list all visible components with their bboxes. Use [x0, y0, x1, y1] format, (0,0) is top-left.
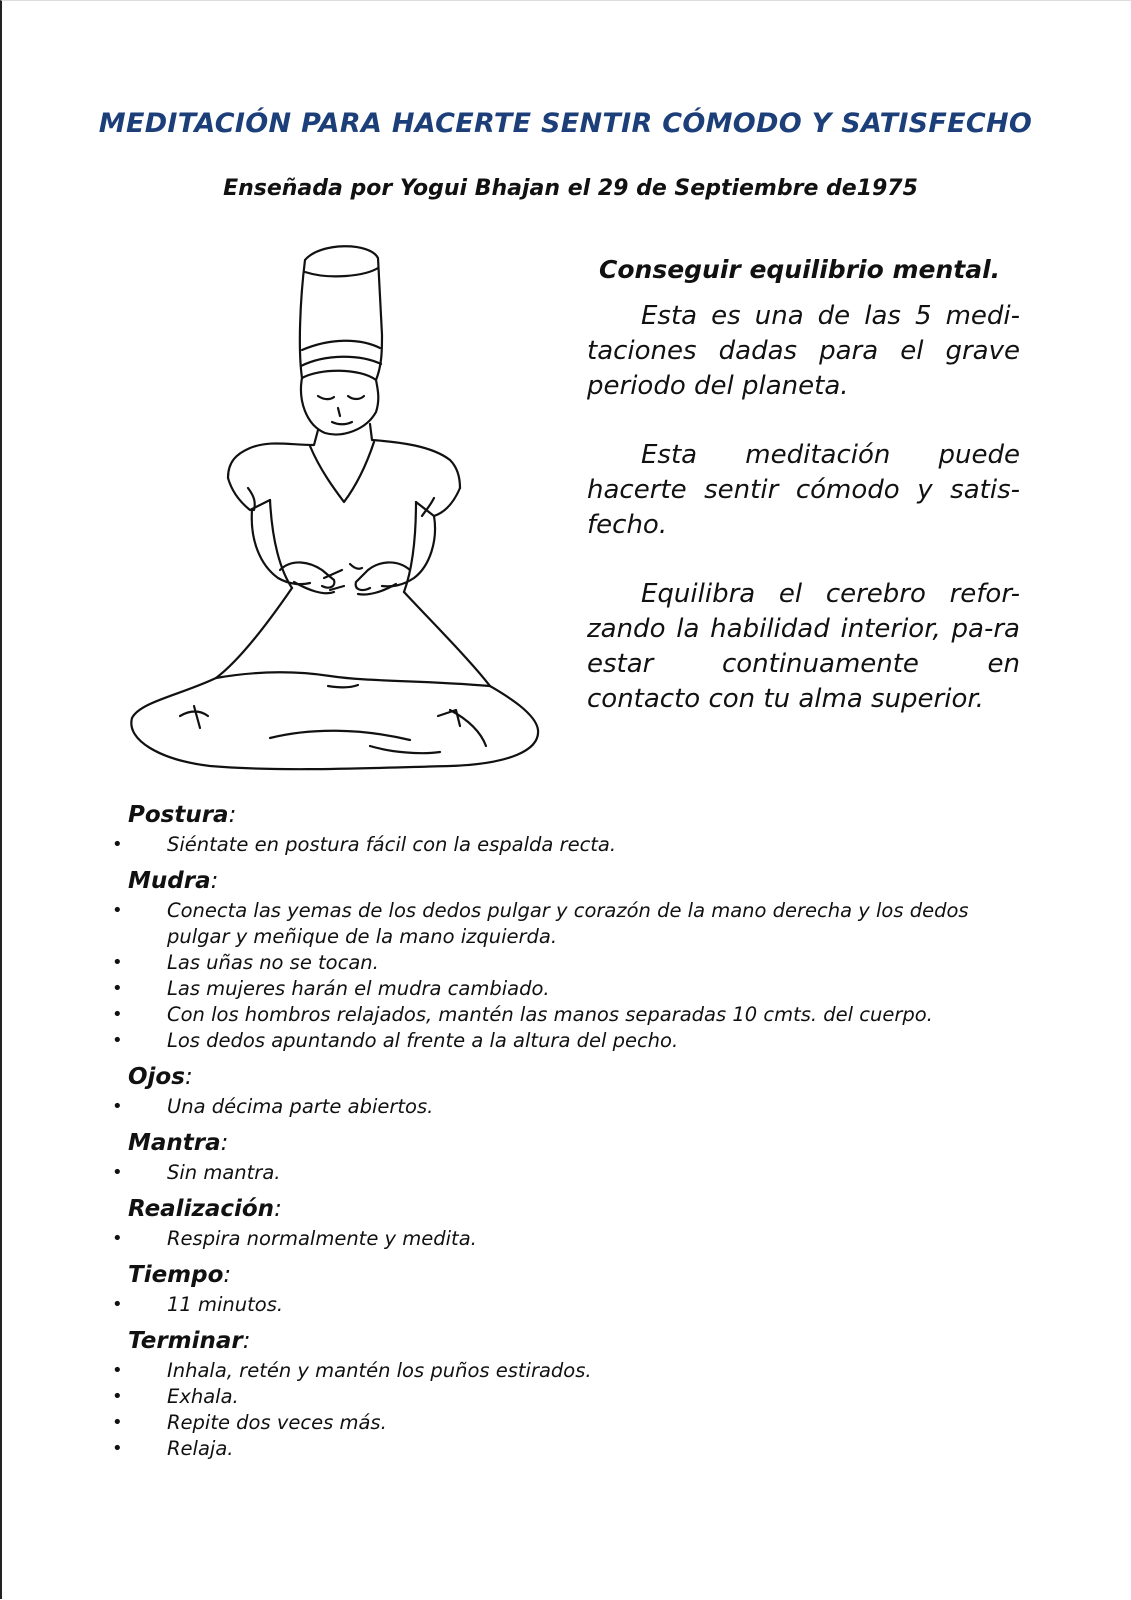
section-title: Ojos — [128, 1064, 185, 1090]
bullet-list — [0, 898, 1131, 1054]
section-ojos: Ojos: • Una décima parte abiertos. — [0, 1062, 1131, 1120]
section-mantra: Mantra: • Sin mantra. — [0, 1128, 1131, 1186]
meditating-figure-icon — [120, 240, 560, 790]
list-item: • Respira normalmente y medita. — [0, 1226, 1131, 1252]
intro-paragraph: Equilibra el cerebro refor-zando la habilidad interior, pa-ra estar continuamente en contacto con tu alma superior. — [587, 579, 1020, 714]
section-title: Postura — [128, 802, 229, 828]
section-tiempo: Tiempo: • 11 minutos. — [0, 1260, 1131, 1318]
section-postura: Postura: • Siéntate en postura fácil con la espalda recta. — [0, 800, 1131, 858]
section-title: Tiempo — [128, 1262, 224, 1288]
list-item: • Los dedos apuntando al frente a la altura del pecho. — [0, 1028, 1131, 1054]
section-mudra: Mudra: • Conecta las yemas de los dedos pulgar y corazón de la mano derecha y los dedos pulgar y meñique de la mano izquierda. • Las uñas no se tocan. • Las mujeres harán el mudra cambiado. • Con los hombros relajados, mantén las manos separadas 10 cmts. del cuerpo. • Los dedos apuntando al frente a la altura del pecho. — [0, 866, 1131, 1054]
section-terminar: Terminar: • Inhala, retén y mantén los puños estirados. • Exhala. • Repite dos veces más. • Relaja. — [0, 1326, 1131, 1462]
section-title: Terminar — [128, 1328, 243, 1354]
section-title: Realización — [128, 1196, 275, 1222]
list-item: • Con los hombros relajados, mantén las manos separadas 10 cmts. del cuerpo. — [0, 1002, 1131, 1028]
list-item: • Una décima parte abiertos. — [0, 1094, 1131, 1120]
bullet-list — [0, 1160, 1131, 1186]
list-item: • 11 minutos. — [0, 1292, 1131, 1318]
section-title: Mudra — [128, 868, 211, 894]
list-item: • Relaja. — [0, 1436, 1131, 1462]
page-subtitle: Enseñada por Yogui Bhajan el 29 de Septiembre de1975 — [223, 176, 918, 201]
list-item: • Inhala, retén y mantén los puños estirados. — [0, 1358, 1131, 1384]
page-title: MEDITACIÓN PARA HACERTE SENTIR CÓMODO Y SATISFECHO — [98, 108, 1033, 139]
bullet-list — [0, 1094, 1131, 1120]
section-realizacion: Realización: • Respira normalmente y medita. — [0, 1194, 1131, 1252]
list-item: • Sin mantra. — [0, 1160, 1131, 1186]
intro-heading: Conseguir equilibrio mental. — [599, 255, 1001, 284]
intro-paragraph: Esta es una de las 5 medi-taciones dadas para el grave periodo del planeta. — [587, 301, 1020, 401]
list-item: • Repite dos veces más. — [0, 1410, 1131, 1436]
section-title: Mantra — [128, 1130, 221, 1156]
list-item: • Siéntate en postura fácil con la espalda recta. — [0, 832, 1131, 858]
list-item: • Las mujeres harán el mudra cambiado. — [0, 976, 1131, 1002]
list-item: • Conecta las yemas de los dedos pulgar y corazón de la mano derecha y los dedos pulgar y meñique de la mano izquierda. — [0, 898, 1131, 950]
bullet-list — [0, 832, 1131, 858]
meditation-illustration — [120, 240, 560, 790]
intro-block — [587, 252, 1020, 751]
bullet-list — [0, 1292, 1131, 1318]
list-item: • Exhala. — [0, 1384, 1131, 1410]
list-item: • Las uñas no se tocan. — [0, 950, 1131, 976]
intro-paragraph: Esta meditación puede hacerte sentir cómodo y satis-fecho. — [587, 440, 1020, 540]
bullet-list — [0, 1226, 1131, 1252]
instruction-sections — [0, 800, 1131, 1470]
bullet-list — [0, 1358, 1131, 1462]
